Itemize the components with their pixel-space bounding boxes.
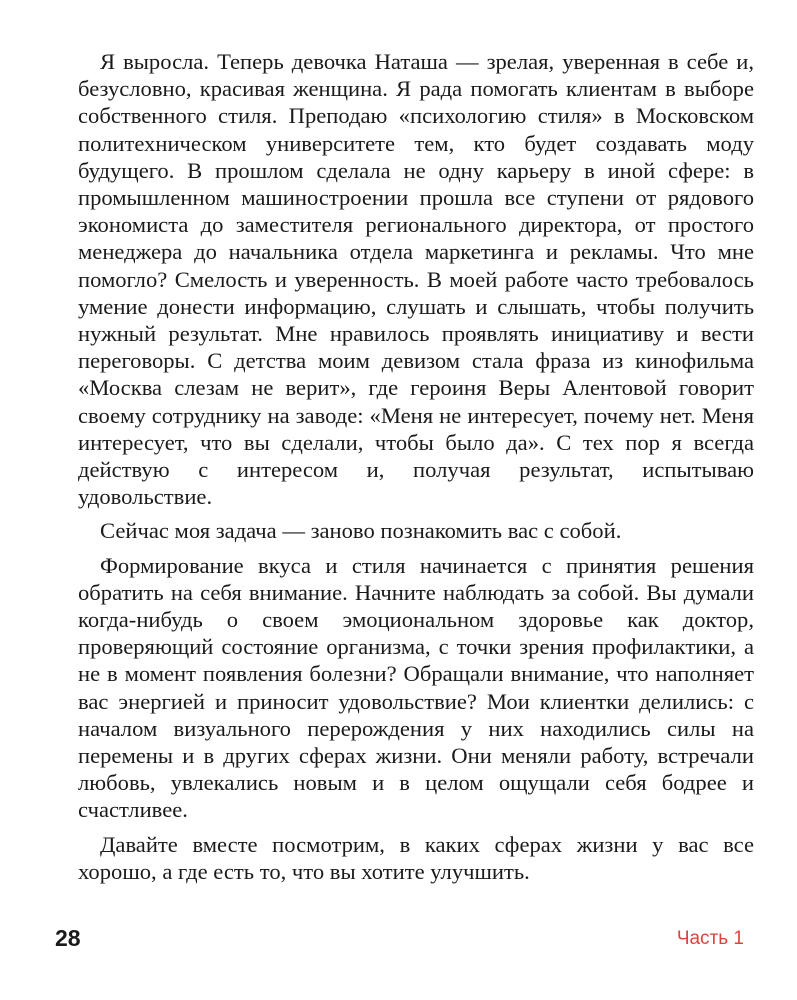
paragraph-intro: Я выросла. Теперь девочка Наташа — зрелая, уверенная в себе и, безусловно, красивая женщина. Я рада помогать клиентам в выборе собственного стиля. Преподаю «психологию стиля» в Московском политехническом университете тем, кто будет создавать моду будущего. В прошлом сделала не одну карьеру в иной сфере: в промышленном машиностроении прошла все ступени от рядового экономиста до заместителя регионального директора, от простого менеджера до начальника отдела маркетинга и рекламы. Что мне помогло? Смелость и уверенность. В моей работе часто требовалось умение донести информацию, слушать и слышать, чтобы получить нужный результат. Мне нравилось проявлять инициативу и вести переговоры. С детства моим девизом стала фраза из кинофильма «Москва слезам не верит», где героиня Веры Алентовой говорит своему сотруднику на заводе: «Меня не интересует, почему нет. Меня интересует, что вы сделали, чтобы было да». С тех пор я всегда действую с интересом и, получая результат, испытываю удовольствие. xyxy=(78,49,754,510)
section-label: Часть 1 xyxy=(676,928,744,949)
paragraph-style-formation: Формирование вкуса и стиля начинается с принятия решения обратить на себя внимание. Начните наблюдать за собой. Вы думали когда-нибудь о своем эмоциональном здоровье как доктор, проверяющий состояние организма, с точки зрения профилактики, а не в момент появления болезни? Обращали внимание, что наполняет вас энергией и приносит удовольствие? Мои клиентки делились: с началом визуального перерождения у них находились силы на перемены и в других сферах жизни. Они меняли работу, встречали любовь, увлекались новым и в целом ощущали себя бодрее и счастливее. xyxy=(78,552,754,823)
paragraph-closing: Давайте вместе посмотрим, в каких сферах жизни у вас все хорошо, а где есть то, что вы хотите улучшить. xyxy=(78,831,754,884)
body-text xyxy=(78,48,754,885)
paragraph-task: Сейчас моя задача — заново познакомить вас с собой. xyxy=(100,518,622,544)
page-number: 28 xyxy=(55,925,81,951)
